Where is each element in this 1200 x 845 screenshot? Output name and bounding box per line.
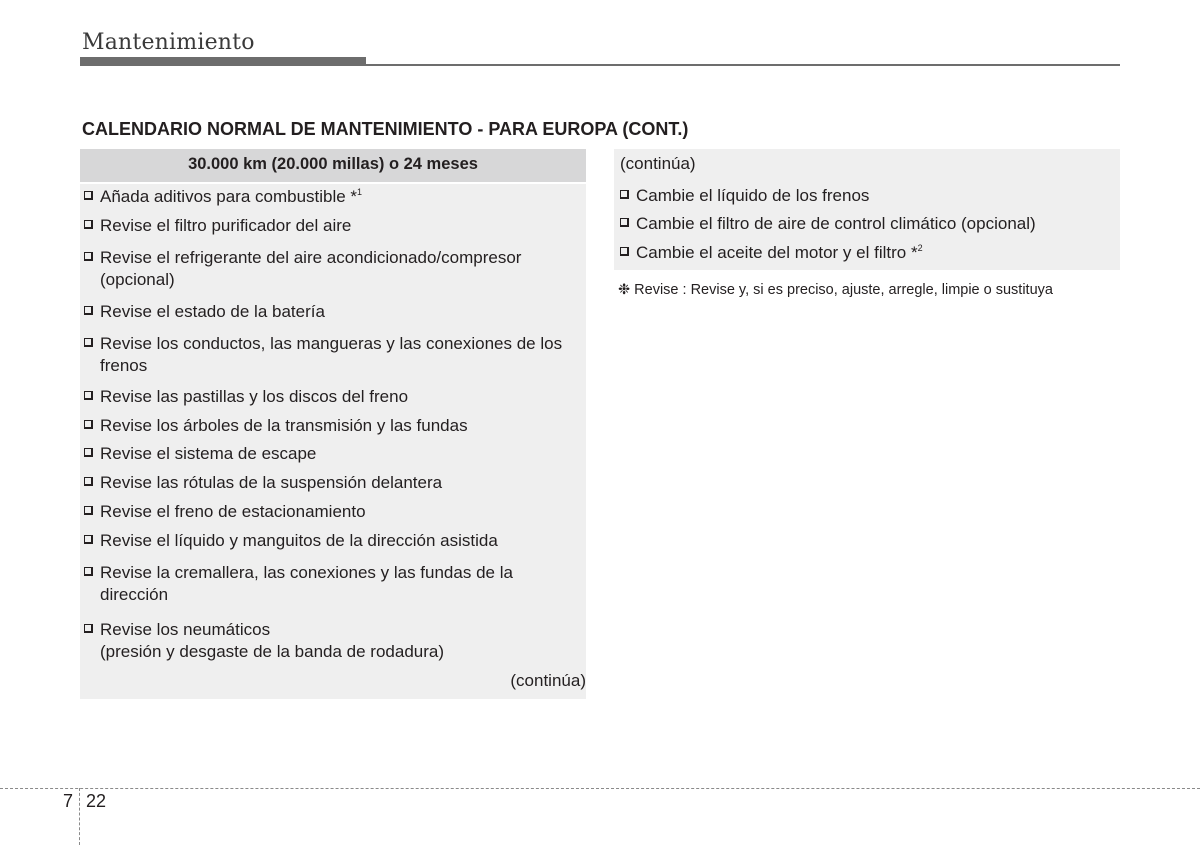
item-text: Revise el estado de la batería [100,302,325,321]
checklist-item [82,333,582,377]
checklist-item [82,530,582,552]
checkbox-icon [84,220,93,229]
checkbox-icon [84,252,93,261]
checklist-item [618,185,1118,207]
item-text-line2: (presión y desgaste de la banda de rodadura) [100,642,445,661]
checklist-item [82,215,582,237]
header-rule-thin [366,64,1120,66]
item-text: Revise las pastillas y los discos del freno [100,387,409,406]
item-text: Revise el refrigerante del aire acondicionado/compresor (opcional) [100,248,522,289]
item-text: Revise el líquido y manguitos de la dirección asistida [100,531,498,550]
checklist-item [618,242,1118,264]
checkbox-icon [84,535,93,544]
checklist-item [82,472,582,494]
checkbox-icon [84,191,93,200]
item-text: Cambie el filtro de aire de control climático (opcional) [636,214,1036,233]
checklist-item [82,443,582,465]
checkbox-icon [84,477,93,486]
checkbox-icon [84,338,93,347]
continued-heading: (continúa) [620,154,696,173]
checklist-item [82,386,582,408]
chapter-number: 7 [63,791,74,811]
checkbox-icon [620,247,629,256]
checkbox-icon [620,190,629,199]
interval-heading: 30.000 km (20.000 millas) o 24 meses [80,149,586,184]
checklist-item [82,415,582,437]
section-title: CALENDARIO NORMAL DE MANTENIMIENTO - PARA EUROPA (CONT.) [82,119,689,139]
checklist-item [82,562,582,606]
checkbox-icon [84,567,93,576]
checklist-item [82,501,582,523]
header-rule-thick [80,57,366,66]
item-text: Añada aditivos para combustible * [100,187,358,206]
checklist-item [618,213,1118,235]
checklist-item [82,301,582,323]
checklist-item [82,186,582,208]
checkbox-icon [84,624,93,633]
checkbox-icon [84,448,93,457]
checkbox-icon [620,218,629,227]
checkbox-icon [84,306,93,315]
page-header-title: Mantenimiento [82,30,255,55]
item-text: Revise los árboles de la transmisión y las fundas [100,416,468,435]
item-text: Revise el filtro purificador del aire [100,216,352,235]
maintenance-table-right [614,149,1120,270]
maintenance-table-left [80,149,586,699]
page-number: 22 [86,791,107,811]
item-text: Revise los conductos, las mangueras y las conexiones de los frenos [100,334,563,375]
continued-label: (continúa) [510,671,586,690]
footnote-ref: 1 [357,187,363,197]
checklist-item [82,247,582,291]
item-text: Cambie el líquido de los frenos [636,186,870,205]
item-text: Revise el freno de estacionamiento [100,502,366,521]
item-text: Revise la cremallera, las conexiones y las fundas de la dirección [100,563,513,604]
item-text: Cambie el aceite del motor y el filtro * [636,243,918,262]
footer-dashed-rule [0,788,1200,789]
item-text: Revise el sistema de escape [100,444,317,463]
checkbox-icon [84,506,93,515]
footnote: ❉ Revise : Revise y, si es preciso, ajuste, arregle, limpie o sustituya [618,282,1053,298]
checklist-item [82,619,582,663]
item-text: Revise las rótulas de la suspensión delantera [100,473,443,492]
footer-dashed-divider [79,788,80,845]
checkbox-icon [84,391,93,400]
item-text: Revise los neumáticos [100,620,271,639]
checkbox-icon [84,420,93,429]
footnote-ref: 2 [917,243,923,253]
